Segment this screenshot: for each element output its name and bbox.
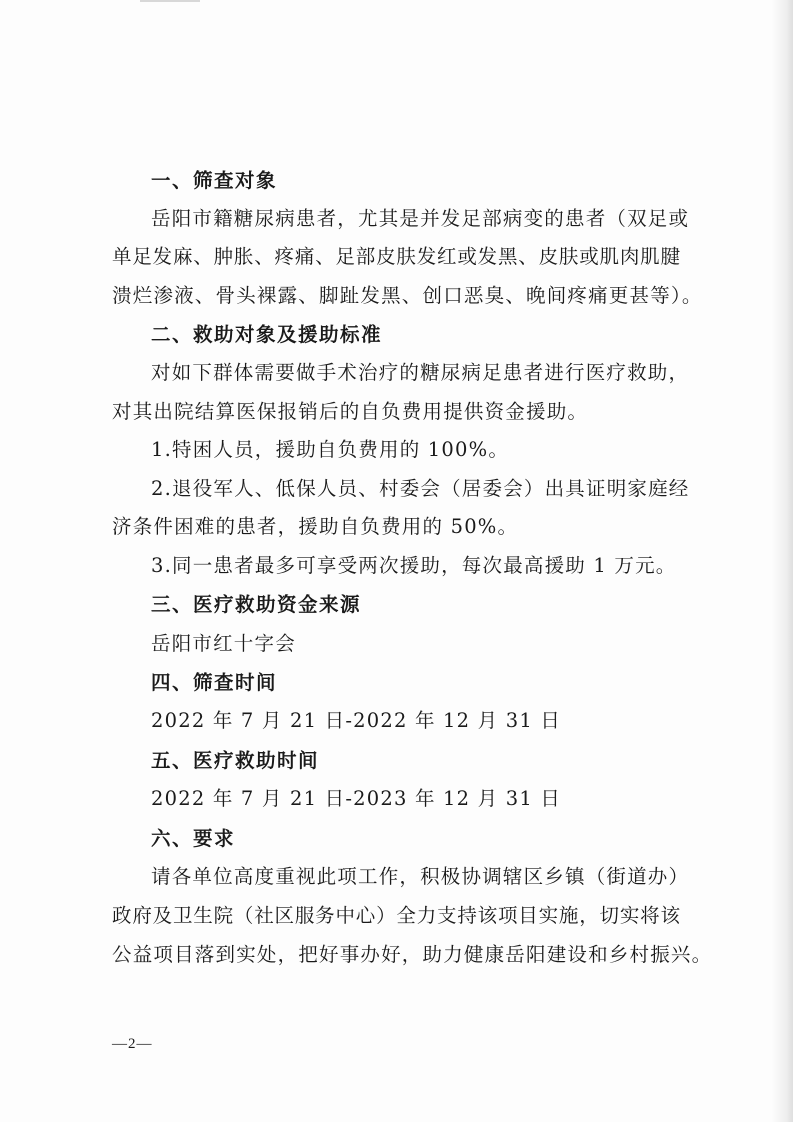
glyph: 红 [437, 245, 457, 268]
glyph: 肤 [558, 245, 579, 268]
glyph: 目 [518, 904, 538, 927]
glyph: 院 [213, 904, 234, 927]
glyph: 区 [274, 904, 295, 927]
glyph: 政 [112, 904, 132, 927]
glyph: 发 [477, 245, 498, 268]
glyph: 发 [416, 245, 437, 268]
glyph: 该 [477, 904, 498, 927]
glyph: 肤 [396, 245, 416, 268]
section-heading-aid-time: 五、医疗救助时间 [151, 749, 320, 772]
paragraph-line: 对其出院结算医保报销后的自负费用提供资金援助。 [112, 400, 589, 423]
glyph: 足 [132, 245, 152, 268]
section-heading-fund-source: 三、医疗救助资金来源 [151, 593, 362, 616]
list-item-3: 3.同一患者最多可享受两次援助，每次最高援助 1 万元。 [151, 554, 677, 577]
glyph: ， [579, 904, 599, 927]
list-item-2-continued: 济条件困难的患者，援助自负费用的 50%。 [112, 515, 519, 538]
paragraph-line: 岳阳市红十字会 [151, 632, 296, 655]
glyph: 将 [640, 904, 660, 927]
glyph: 肌 [640, 245, 660, 268]
glyph: 部 [355, 245, 376, 268]
glyph: 或 [457, 245, 477, 268]
section-heading-screening-target: 一、筛查对象 [151, 169, 278, 192]
screening-date-range: 2022 年 7 月 21 日-2022 年 12 月 31 日 [151, 709, 562, 732]
glyph: （ [233, 904, 254, 927]
section-heading-screening-time: 四、筛查时间 [151, 671, 278, 694]
glyph: 实 [538, 904, 559, 927]
glyph: 生 [193, 904, 213, 927]
glyph: 、 [315, 245, 335, 268]
paragraph-line: 溃烂渗液、骨头裸露、脚趾发黑、创口恶臭、晚间疼痛更甚等）。 [112, 284, 703, 307]
glyph: 施 [558, 904, 579, 927]
glyph: 疼 [274, 245, 295, 268]
glyph: 皮 [538, 245, 559, 268]
glyph: 、 [254, 245, 274, 268]
glyph: 肿 [213, 245, 234, 268]
paragraph-line: 请各单位高度重视此项工作，积极协调辖区乡镇（街道办） [151, 865, 690, 888]
glyph: 肌 [599, 245, 620, 268]
glyph: 皮 [376, 245, 396, 268]
paragraph-line [112, 903, 680, 929]
glyph: 痛 [294, 245, 315, 268]
glyph: 府 [132, 904, 152, 927]
glyph: 或 [579, 245, 599, 268]
glyph: 单 [112, 245, 132, 268]
glyph: 及 [152, 904, 173, 927]
glyph: 项 [497, 904, 518, 927]
glyph: 、 [518, 245, 538, 268]
glyph: ） [376, 904, 396, 927]
glyph: 社 [254, 904, 274, 927]
glyph: 腱 [660, 245, 680, 268]
page-edge-shadow [771, 0, 793, 1122]
glyph: 、 [193, 245, 213, 268]
glyph: 切 [599, 904, 620, 927]
scan-mark [140, 0, 200, 2]
list-item-1: 1.特困人员，援助自负费用的 100%。 [151, 438, 510, 461]
glyph: 力 [416, 904, 437, 927]
glyph: 实 [619, 904, 640, 927]
glyph: 胀 [233, 245, 254, 268]
paragraph-line: 对如下群体需要做手术治疗的糖尿病足患者进行医疗救助， [151, 361, 690, 384]
list-item-2: 2.退役军人、低保人员、村委会（居委会）出具证明家庭经 [151, 477, 690, 500]
glyph: 发 [152, 245, 173, 268]
glyph: 持 [457, 904, 477, 927]
paragraph-line: 公益项目落到实处，把好事办好，助力健康岳阳建设和乡村振兴。 [112, 943, 713, 966]
glyph: 卫 [172, 904, 193, 927]
glyph: 全 [396, 904, 416, 927]
glyph: 支 [437, 904, 457, 927]
page-number: —2— [112, 1036, 153, 1052]
paragraph-line [112, 244, 680, 270]
paragraph-line: 岳阳市籍糖尿病患者，尤其是并发足部病变的患者（双足或 [151, 207, 690, 230]
glyph: 中 [335, 904, 355, 927]
glyph: 心 [355, 904, 376, 927]
glyph: 足 [335, 245, 355, 268]
glyph: 肉 [619, 245, 640, 268]
glyph: 服 [294, 904, 315, 927]
glyph: 该 [660, 904, 680, 927]
glyph: 黑 [497, 245, 518, 268]
section-heading-requirements: 六、要求 [151, 827, 236, 850]
glyph: 麻 [172, 245, 193, 268]
aid-date-range: 2022 年 7 月 21 日-2023 年 12 月 31 日 [151, 787, 562, 810]
glyph: 务 [315, 904, 335, 927]
section-heading-aid-standard: 二、救助对象及援助标准 [151, 323, 383, 346]
